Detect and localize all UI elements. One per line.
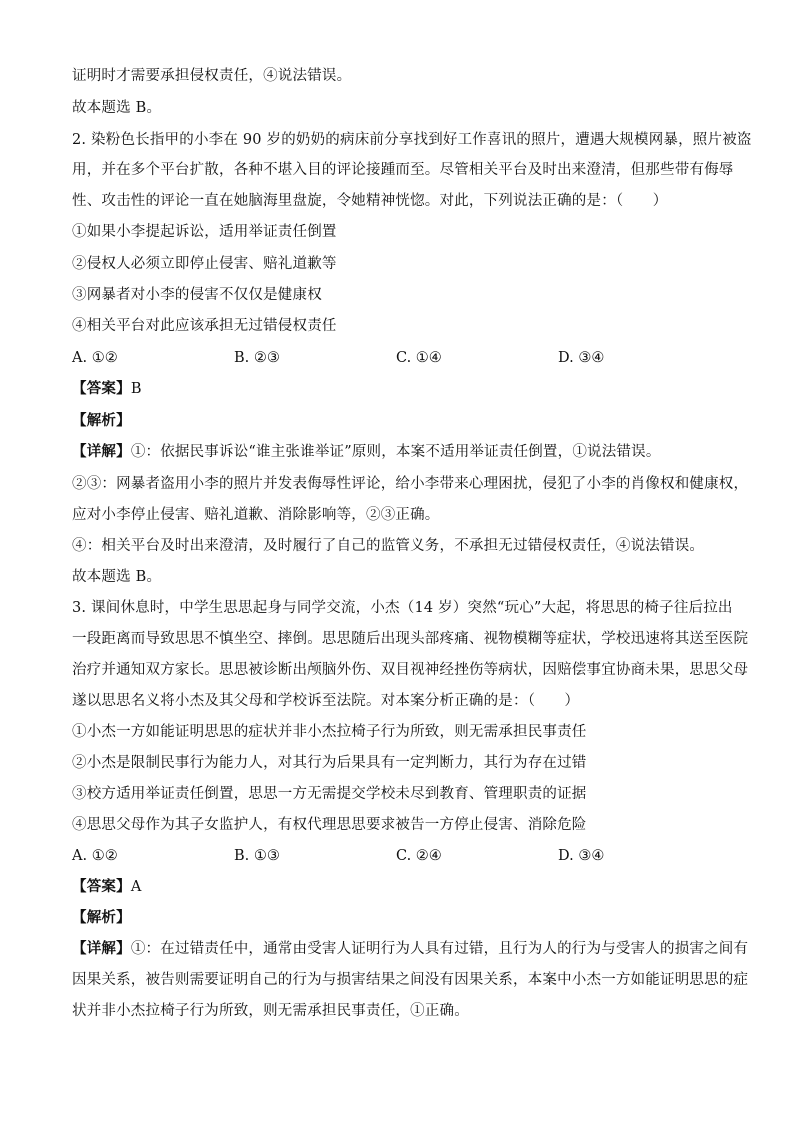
detail-tag: 【详解】 [72,941,131,957]
q2-conclusion: 故本题选 B。 [72,569,162,585]
q2-stem-line: 2. 染粉色长指甲的小李在 90 岁的奶奶的病床前分享找到好工作喜讯的照片，遭遇大规模网暴，照片被盗 [72,132,752,148]
q3-option-b: B. ①③ [234,848,280,864]
q3-option-d: D. ③④ [558,848,605,864]
q3-statement-3: ③校方适用举证责任倒置，思思一方无需提交学校未尽到教育、管理职责的证据 [72,786,587,802]
q2-option-a: A. ①② [72,350,118,366]
q3-option-a: A. ①② [72,848,118,864]
q2-answer [72,379,724,399]
conclusion-line: 故本题选 B。 [72,100,162,116]
q3-stem-line: 遂以思思名义将小杰及其父母和学校诉至法院。对本案分析正确的是：（ ） [72,693,580,709]
answer-value: B [130,381,142,397]
q3-detail-line: 状并非小杰拉椅子行为所致，则无需承担民事责任，①正确。 [72,1003,469,1019]
q3-statement-4: ④思思父母作为其子女监护人，有权代理思思要求被告一方停止侵害、消除危险 [72,817,587,833]
q3-statement-2: ②小杰是限制民事行为能力人，对其行为后果具有一定判断力，其行为存在过错 [72,755,587,771]
answer-tag: 【答案】 [72,879,131,895]
q3-stem-line: 一段距离而导致思思不慎坐空、摔倒。思思随后出现头部疼痛、视物模糊等症状，学校迅速将其送至医院 [72,631,749,647]
q3-answer [72,877,724,897]
q2-option-b: B. ②③ [234,350,280,366]
q2-detail-line: 应对小李停止侵害、赔礼道歉、消除影响等，②③正确。 [72,507,440,523]
q3-detail-line: 因果关系，被告则需要证明自己的行为与损害结果之间没有因果关系，本案中小杰一方如能证明思思的症 [72,972,749,988]
q2-stem-line: 用，并在多个平台扩散，各种不堪入目的评论接踵而至。尽管相关平台及时出来澄清，但那些带有侮辱 [72,162,734,178]
q3-stem-line: 3. 课间休息时，中学生思思起身与同学交流，小杰（14 岁）突然“玩心”大起，将思思的椅子往后拉出 [72,600,733,616]
q2-statement-3: ③网暴者对小李的侵害不仅仅是健康权 [72,287,322,303]
q2-analysis-heading [72,411,724,431]
q3-option-c: C. ②④ [396,848,442,864]
detail-text: ①：在过错责任中，通常由受害人证明行为人具有过错，且行为人的行为与受害人的损害之间有 [130,941,749,957]
q2-statement-2: ②侵权人必须立即停止侵害、赔礼道歉等 [72,256,337,272]
q2-option-d: D. ③④ [558,350,605,366]
q3-analysis-heading [72,908,724,928]
q3-detail-line [72,939,749,959]
q2-detail-line: ④：相关平台及时出来澄清，及时履行了自己的监管义务，不承担无过错侵权责任，④说法错误。 [72,538,705,554]
answer-tag: 【答案】 [72,381,131,397]
detail-tag: 【详解】 [72,444,131,460]
q2-stem-line: 性、攻击性的评论一直在她脑海里盘旋，令她精神恍惚。对此，下列说法正确的是：（ ） [72,193,668,209]
detail-text: ①：依据民事诉讼“谁主张谁举证”原则，本案不适用举证责任倒置，①说法错误。 [130,444,661,460]
q2-statement-1: ①如果小李提起诉讼，适用举证责任倒置 [72,224,337,240]
answer-value: A [130,879,142,895]
q2-option-c: C. ①④ [396,350,442,366]
q3-stem-line: 治疗并通知双方家长。思思被诊断出颅脑外伤、双目视神经挫伤等病状，因赔偿事宜协商未果，思思父母 [72,662,749,678]
text-line: 证明时才需要承担侵权责任，④说法错误。 [72,68,352,84]
q2-statement-4: ④相关平台对此应该承担无过错侵权责任 [72,318,337,334]
analysis-tag: 【解析】 [72,413,131,429]
q3-statement-1: ①小杰一方如能证明思思的症状并非小杰拉椅子行为所致，则无需承担民事责任 [72,724,587,740]
q2-detail-line: ②③：网暴者盗用小李的照片并发表侮辱性评论，给小李带来心理困扰，侵犯了小李的肖像权和健康权， [72,476,749,492]
analysis-tag: 【解析】 [72,910,131,926]
q2-detail-line [72,442,724,462]
